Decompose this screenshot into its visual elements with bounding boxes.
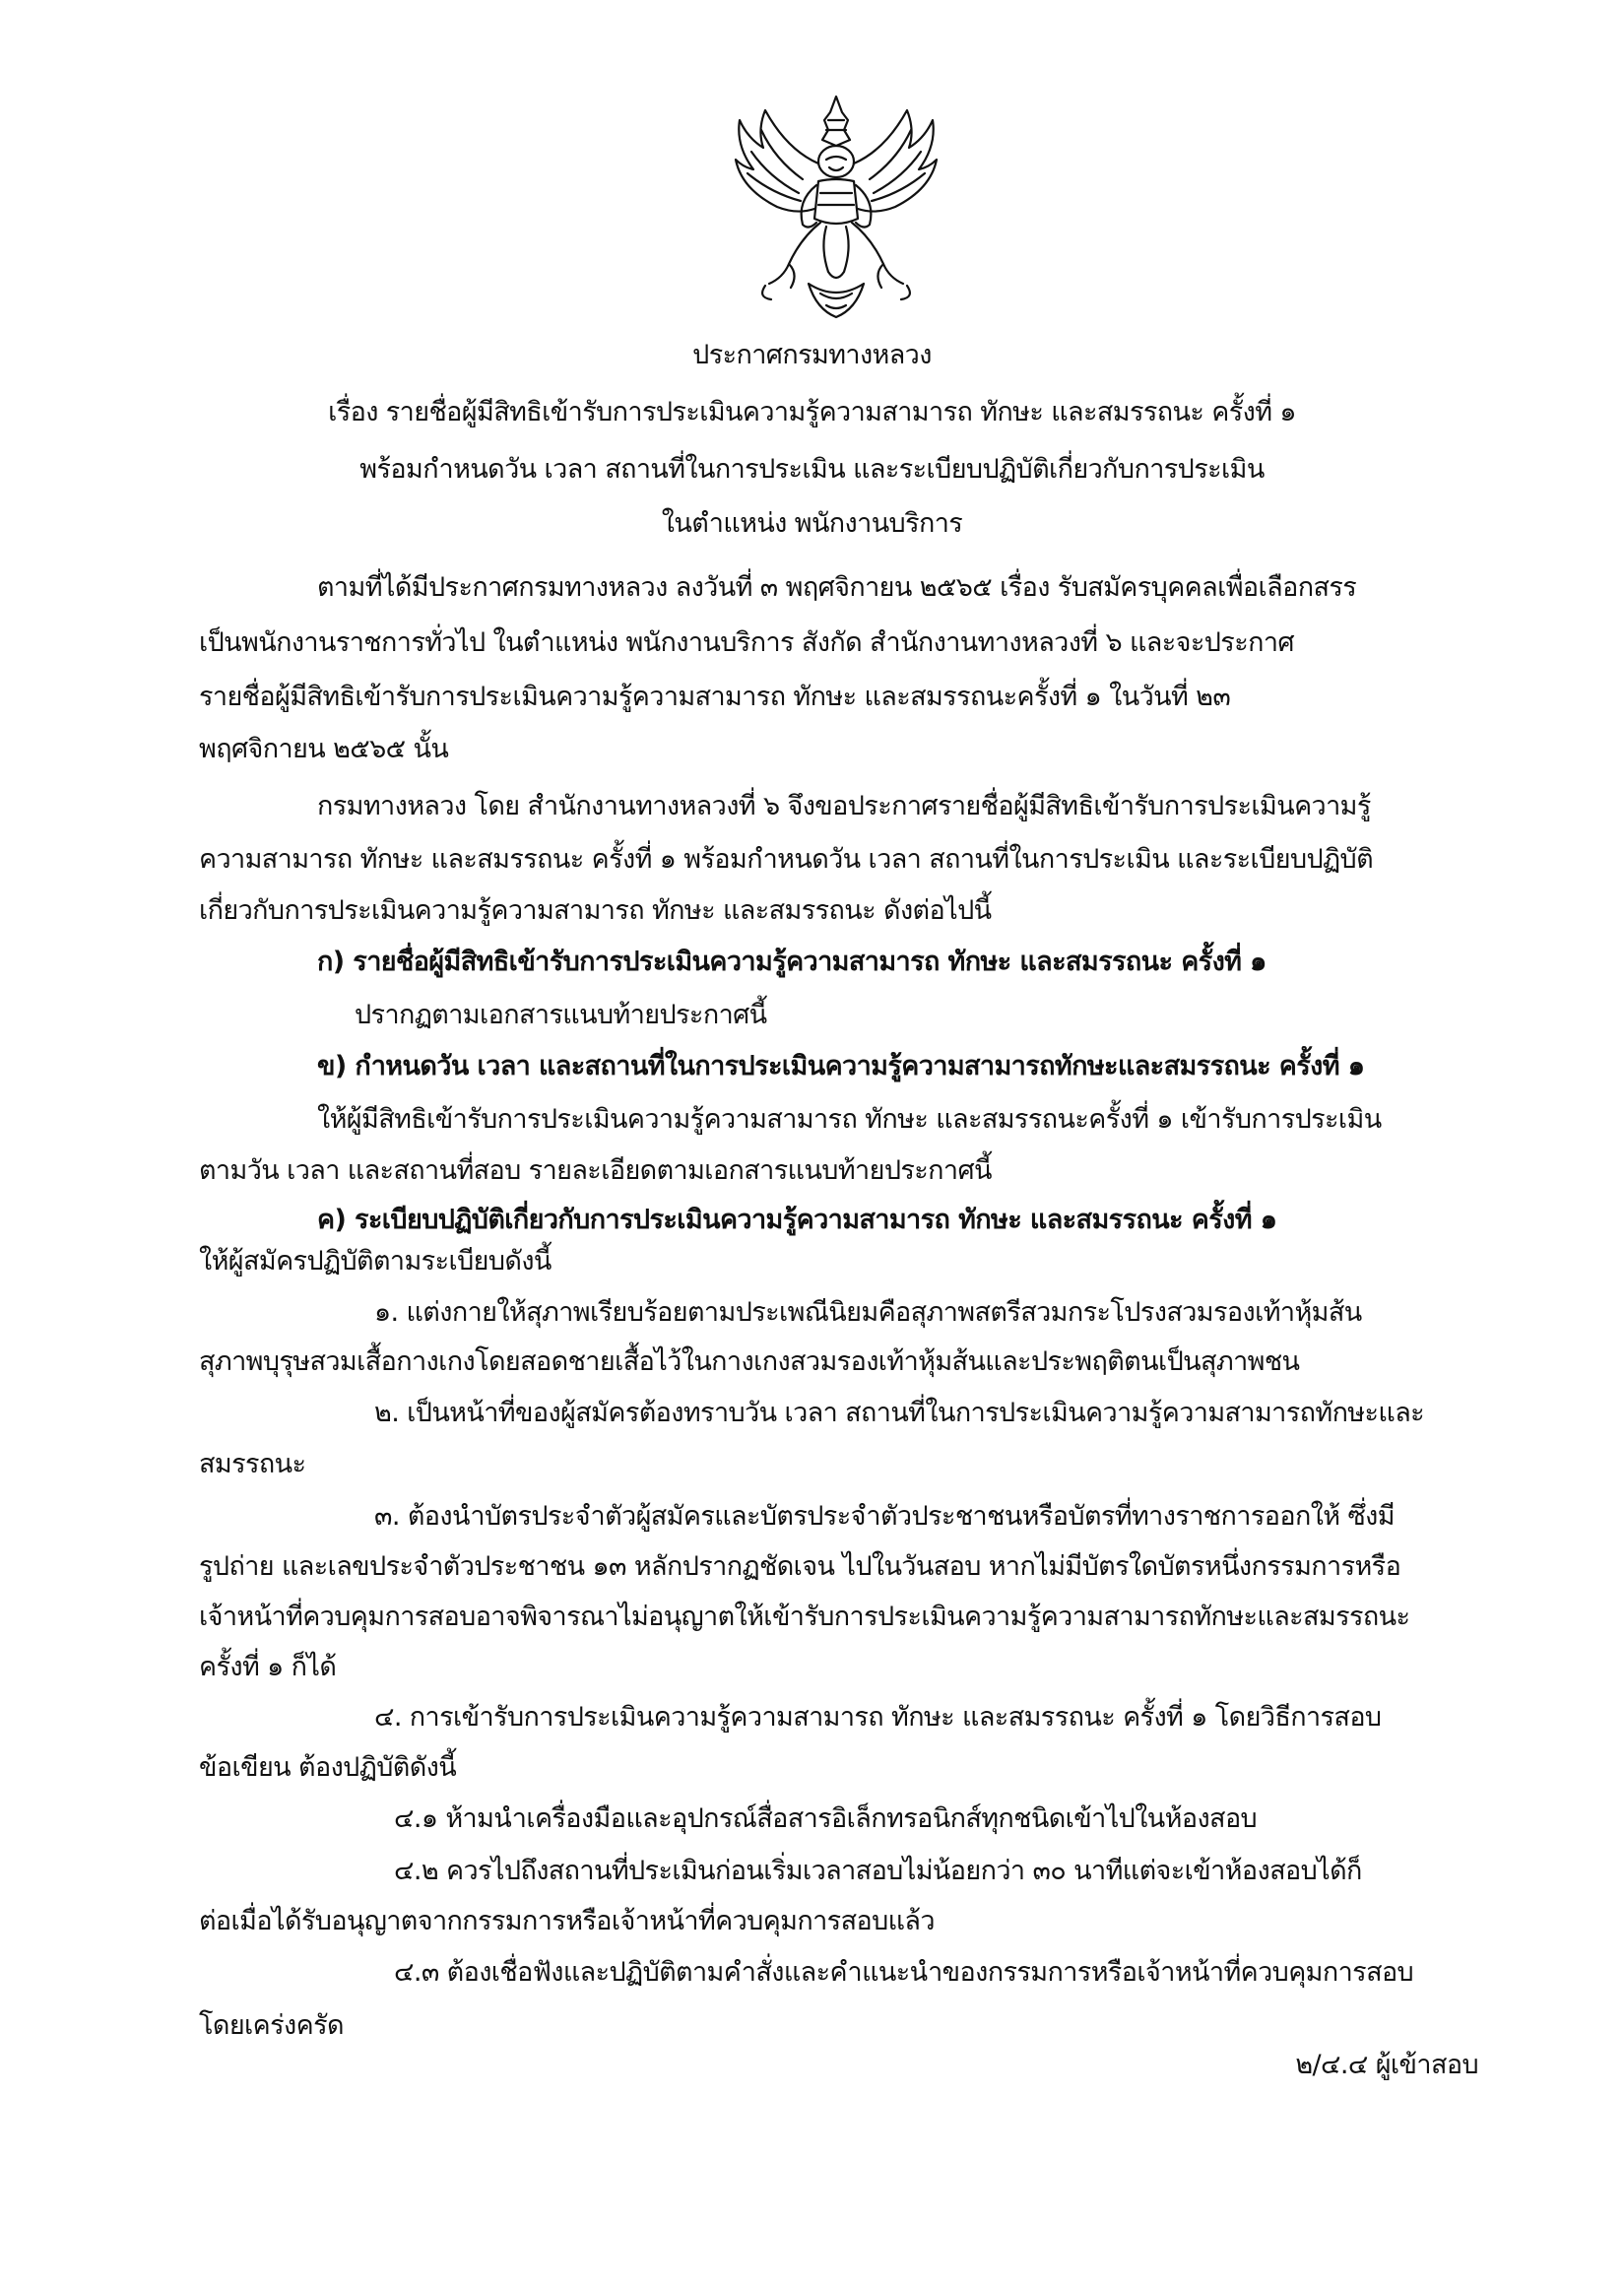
section-c-heading: ค) ระเบียบปฏิบัติเกี่ยวกับการประเมินความรู้ความสามารถ ทักษะ และสมรรถนะ ครั้งที่ ๑ [317,1205,1277,1235]
rule-4-3-line-2: โดยเคร่งครัด [199,2010,344,2041]
rule-4-2-line-1: ๔.๒ ควรไปถึงสถานที่ประเมินก่อนเริ่มเวลาสอบไม่น้อยกว่า ๓๐ นาทีแต่จะเข้าห้องสอบได้ก็ [394,1856,1362,1886]
announce-line-2: ความสามารถ ทักษะ และสมรรถนะ ครั้งที่ ๑ พร้อมกำหนดวัน เวลา สถานที่ในการประเมิน และระเบียบปฏิบัติ [199,844,1374,875]
section-b-heading: ข) กำหนดวัน เวลา และสถานที่ในการประเมินความรู้ความสามารถทักษะและสมรรถนะ ครั้งที่ ๑ [317,1051,1365,1081]
section-b-text-line-2: ตามวัน เวลา และสถานที่สอบ รายละเอียดตามเอกสารแนบท้ายประกาศนี้ [199,1155,992,1186]
intro-line-3: รายชื่อผู้มีสิทธิเข้ารับการประเมินความรู้ความสามารถ ทักษะ และสมรรถนะครั้งที่ ๑ ในวันที่ ๒๓ [199,682,1231,712]
continuation-note: ๒/๔.๔ ผู้เข้าสอบ [1295,2050,1478,2080]
garuda-emblem-icon [718,91,954,327]
section-c-text: ให้ผู้สมัครปฏิบัติตามระเบียบดังนี้ [199,1246,552,1276]
rule-3-line-4: ครั้งที่ ๑ ก็ได้ [199,1652,337,1682]
rule-4-line-2: ข้อเขียน ต้องปฏิบัติดังนี้ [199,1752,457,1783]
subject-line-2: พร้อมกำหนดวัน เวลา สถานที่ในการประเมิน และระเบียบปฏิบัติเกี่ยวกับการประเมิน [359,454,1265,485]
rule-3-line-3: เจ้าหน้าที่ควบคุมการสอบอาจพิจารณาไม่อนุญาตให้เข้ารับการประเมินความรู้ความสามารถทักษะและสมรรถนะ [199,1602,1410,1632]
announce-line-1: กรมทางหลวง โดย สำนักงานทางหลวงที่ ๖ จึงขอประกาศรายชื่อผู้มีสิทธิเข้ารับการประเมินความรู้ [317,791,1371,821]
intro-line-1: ตามที่ได้มีประกาศกรมทางหลวง ลงวันที่ ๓ พฤศจิกายน ๒๕๖๕ เรื่อง รับสมัครบุคคลเพื่อเลือกสรร [317,572,1357,603]
rule-2-line-1: ๒. เป็นหน้าที่ของผู้สมัครต้องทราบวัน เวลา สถานที่ในการประเมินความรู้ความสามารถทักษะและ [374,1398,1425,1428]
rule-2-line-2: สมรรถนะ [199,1449,306,1479]
rule-4-2-line-2: ต่อเมื่อได้รับอนุญาตจากกรรมการหรือเจ้าหน้าที่ควบคุมการสอบแล้ว [199,1906,935,1936]
rule-4-line-1: ๔. การเข้ารับการประเมินความรู้ความสามารถ ทักษะ และสมรรถนะ ครั้งที่ ๑ โดยวิธีการสอบ [374,1702,1382,1733]
section-b-text-line-1: ให้ผู้มีสิทธิเข้ารับการประเมินความรู้ความสามารถ ทักษะ และสมรรถนะครั้งที่ ๑ เข้ารับการประเมิน [317,1104,1382,1135]
announcement-title: ประกาศกรมทางหลวง [692,340,932,370]
intro-line-4: พฤศจิกายน ๒๕๖๕ นั้น [199,734,449,764]
section-a-text: ปรากฏตามเอกสารแนบท้ายประกาศนี้ [355,1000,767,1030]
section-a-heading: ก) รายชื่อผู้มีสิทธิเข้ารับการประเมินความรู้ความสามารถ ทักษะ และสมรรถนะ ครั้งที่ ๑ [317,947,1267,977]
subject-line-1: เรื่อง รายชื่อผู้มีสิทธิเข้ารับการประเมินความรู้ความสามารถ ทักษะ และสมรรถนะ ครั้งที่ ๑ [328,397,1296,427]
rule-3-line-2: รูปถ่าย และเลขประจำตัวประชาชน ๑๓ หลักปรากฏชัดเจน ไปในวันสอบ หากไม่มีบัตรใดบัตรหนึ่งกรรมการหรือ [199,1551,1401,1582]
intro-line-2: เป็นพนักงานราชการทั่วไป ในตำแหน่ง พนักงานบริการ สังกัด สำนักงานทางหลวงที่ ๖ และจะประกาศ [199,627,1294,658]
rule-1-line-1: ๑. แต่งกายให้สุภาพเรียบร้อยตามประเพณีนิยมคือสุภาพสตรีสวมกระโปรงสวมรองเท้าหุ้มส้น [374,1297,1362,1328]
subject-line-3: ในตำแหน่ง พนักงานบริการ [661,508,963,539]
rule-4-1: ๔.๑ ห้ามนำเครื่องมือและอุปกรณ์สื่อสารอิเล็กทรอนิกส์ทุกชนิดเข้าไปในห้องสอบ [394,1803,1258,1834]
rule-4-3-line-1: ๔.๓ ต้องเชื่อฟังและปฏิบัติตามคำสั่งและคำแนะนำของกรรมการหรือเจ้าหน้าที่ควบคุมการสอบ [394,1957,1414,1988]
rule-3-line-1: ๓. ต้องนำบัตรประจำตัวผู้สมัครและบัตรประจำตัวประชาชนหรือบัตรที่ทางราชการออกให้ ซึ่งมี [374,1501,1395,1532]
rule-1-line-2: สุภาพบุรุษสวมเสื้อกางเกงโดยสอดชายเสื้อไว้ในกางเกงสวมรองเท้าหุ้มส้นและประพฤติตนเป็นสุภาพชน [199,1346,1300,1377]
announce-line-3: เกี่ยวกับการประเมินความรู้ความสามารถ ทักษะ และสมรรถนะ ดังต่อไปนี้ [199,895,992,926]
